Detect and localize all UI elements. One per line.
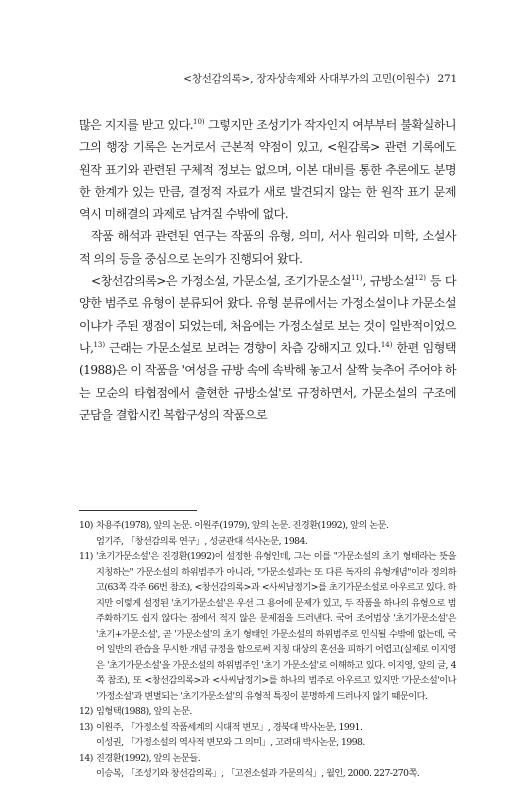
text-run: 많은 지지를 받고 있다. — [79, 118, 194, 132]
footnote-line: 진경환(1992), 앞의 논문들. — [96, 752, 201, 764]
footnote — [79, 751, 456, 782]
text-run: <창선감의록>은 가정소설, 가문소설, 조기가문소설 — [91, 274, 352, 289]
body-text — [79, 114, 456, 426]
text-run: 한편 임형택(1988)은 이 작품을 '여성을 규방 속에 속박해 놓고서 살짝 늦추어 주어야 하는 모순의 타협점에서 출현한 규방소설'로 규정하면서, 가문소설의 구조에 군담을 결합시킨 복합구성의 작품으로 — [79, 340, 456, 422]
footnote-number: 14) — [79, 752, 93, 764]
page-number: 271 — [437, 73, 457, 85]
text-run: 등 다양한 범주로 유형이 분류되어 왔다. 유형 분류에서는 가정소설이냐 가문소설이냐가 주된 쟁점이 되었는데, 처음에는 가정소설로 보는 것이 일반적이었으나, — [79, 274, 456, 355]
footnote — [79, 549, 456, 704]
footnote-line: 이성권, 「가정소설의 역사적 변모와 그 의미」, 고려대 박사논문, 1998. — [96, 737, 365, 748]
paragraph — [79, 270, 456, 426]
running-head — [183, 71, 457, 86]
paragraph — [79, 114, 456, 225]
footnote-line: 차용주(1978), 앞의 논문. 이원주(1979), 앞의 논문. 진경환(1992), 앞의 논문. — [96, 520, 389, 531]
running-title: <창선감의록>, 장자상속제와 사대부가의 고민(이원수) — [183, 73, 430, 85]
footnote-line: 임형택(1988), 앞의 논문. — [96, 706, 192, 717]
text-run: , 규방소설 — [362, 274, 415, 289]
footnotes — [79, 518, 456, 782]
footnote-ref: 12) — [414, 274, 426, 283]
footnote-line: 엄기주, 「창선감의록 연구」, 성균관대 석사논문, 1984. — [96, 535, 308, 547]
footnote-number: 13) — [79, 721, 93, 733]
footnote-number: 10) — [79, 520, 93, 531]
text-run: 그렇지만 조성기가 작자인지 여부부터 불확실하니 그의 행장 기록은 논거로서 근본적 약점이 있고, <원감록> 관련 기록에도 원작 표기와 관련된 구체적 정보는 없으며, 이본 대비를 통한 추론에도 분명한 한계가 있는 만큼, 결정적 자료가 새로 발견되지 않는 한 원작 표기 문제 역시 미해결의 과제로 남겨질 수밖에 없다. — [79, 118, 456, 222]
footnote — [79, 518, 456, 549]
footnote-divider — [79, 510, 197, 511]
footnote-ref: 11) — [351, 274, 363, 283]
paragraph: 작품 해석과 관련된 연구는 작품의 유형, 의미, 서사 원리와 미학, 소설사적 의의 등을 중심으로 논의가 진행되어 왔다. — [79, 229, 456, 266]
footnote-ref: 13) — [93, 340, 106, 349]
footnote-number: 12) — [79, 706, 93, 717]
footnote — [79, 720, 456, 751]
footnote-line: 이원주, 「가정소설 작품세계의 시대적 변모」, 경북대 박사논문, 1991. — [96, 721, 363, 733]
text-run: 근래는 가문소설로 보려는 경향이 차츰 강해지고 있다. — [105, 340, 381, 355]
footnote-line: 이승복, 「조성기와 창선감의록」, 「고전소설과 가문의식」, 월인, 2000. 227-270쪽. — [96, 768, 420, 779]
footnote-line: '초기가문소설'은 진경환(1992)이 설정한 유형인데, 그는 이를 "가문소설의 초기 형태라는 뜻을 지칭하는" 가문소설의 하위범주가 아니라, "가문소설과는 또 다른 독자의 유형개념"이라 정의하고(63쪽 각주 66번 참조), <창선감의록>과 <사씨남정기>를 초기가문소설로 아우르고 있다. 하지만 이렇게 설정된 '초기가문소설'은 우선 그 용어에 문제가 있고, 두 작품을 하나의 유형으로 범주화하기도 쉽지 않다는 점에서 적지 않은 문제점을 드러낸다. 국어 조어법상 '초기가문소설'은 '초기+가문소설', 곧 '가문소설'의 초기 형태인 가문소설의 하위범주로 인식될 수밖에 없는데, 국어 일반의 관습을 무시한 개념 규정을 함으로써 지칭 대상의 혼선을 피하기 어렵고(실제로 이지영은 '초기가문소설'을 가문소설의 하위범주인 '초기 가문소설'로 이해하고 있다. 이지영, 앞의 글, 4쪽 참조), 또 <창선감의록>과 <사씨남정기>를 하나의 범주로 아우르고 있지만 '가문소설'이나 '가정소설'과 변별되는 '초기가문소설'의 유형적 특징이 분명하게 드러나지 않기 때문이다. — [96, 551, 456, 702]
footnote — [79, 704, 456, 720]
footnote-number: 11) — [79, 551, 93, 562]
footnote-ref: 10) — [193, 117, 205, 126]
footnote-ref: 14) — [380, 340, 393, 349]
